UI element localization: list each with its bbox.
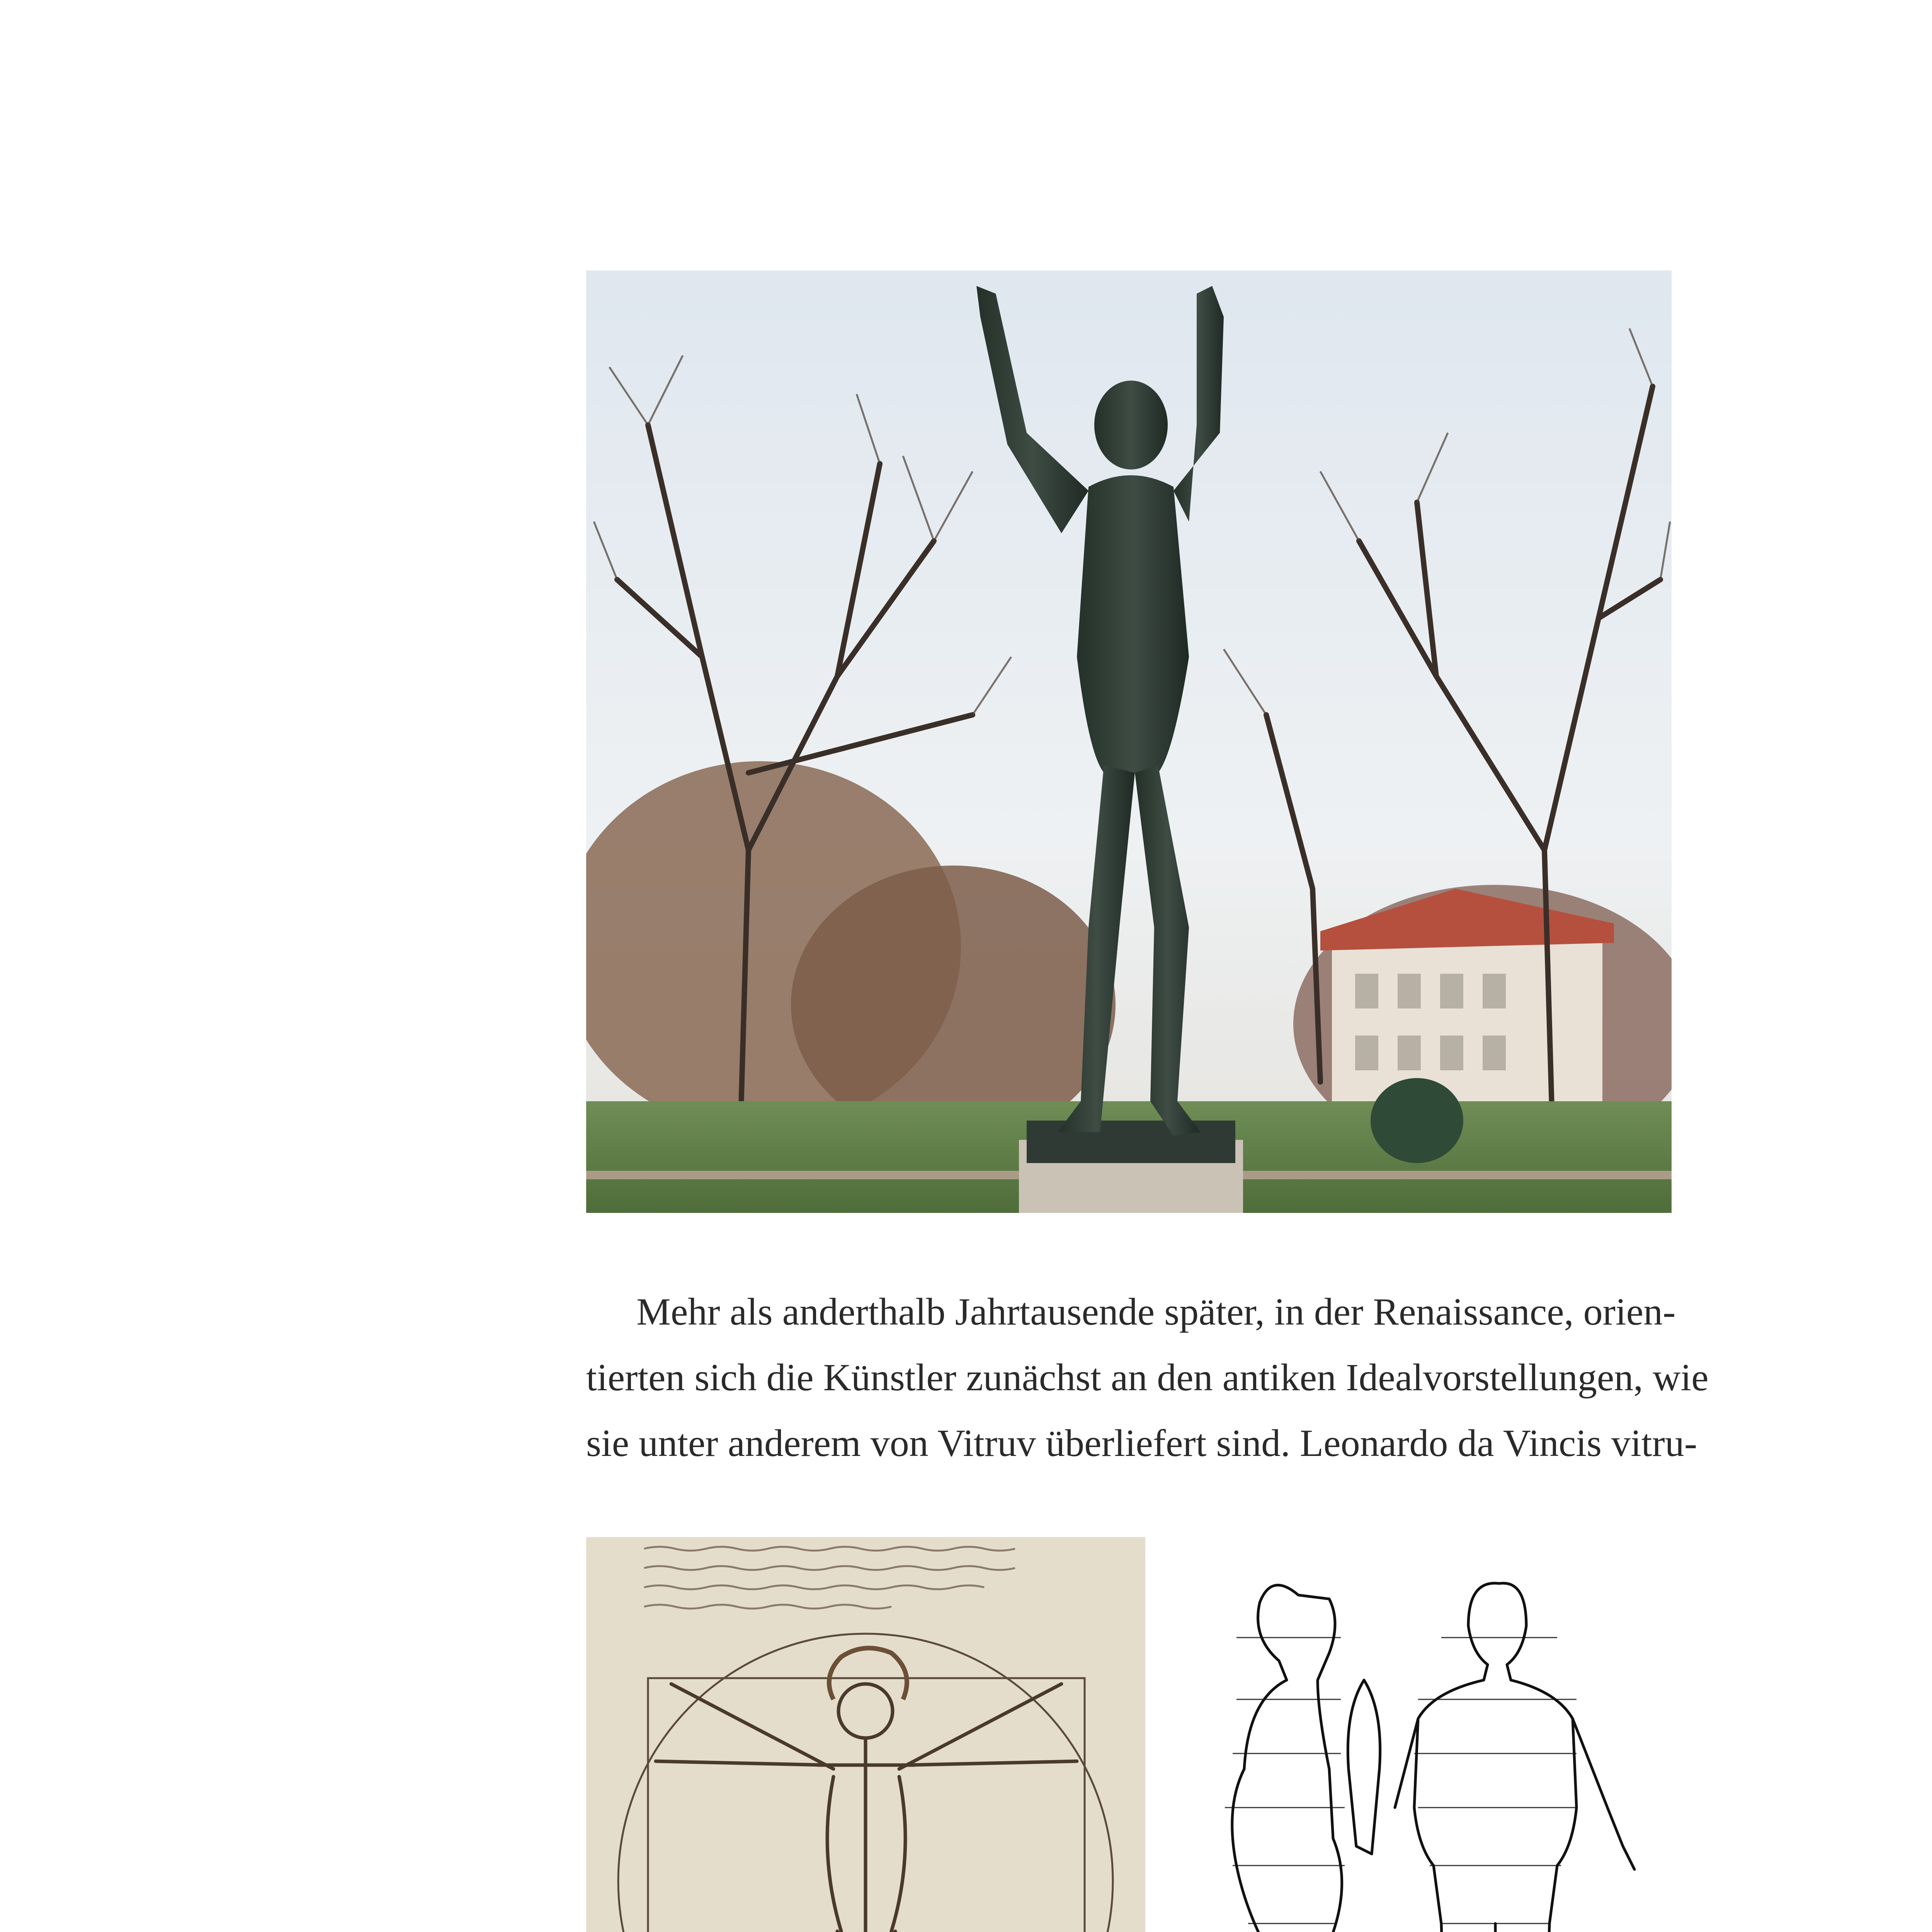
durer-proportion-drawing bbox=[1202, 1537, 1672, 1932]
body-line: tierten sich die Künstler zunächst an den antiken Idealvorstellungen, wie bbox=[586, 1356, 1709, 1399]
body-line: Mehr als anderthalb Jahrtausende später, in der Renaissance, orien- bbox=[636, 1290, 1676, 1333]
body-line: sie unter anderem von Vitruv überliefert sind. Leonardo da Vincis vitru- bbox=[586, 1422, 1697, 1464]
vitruvian-man-drawing bbox=[586, 1537, 1145, 1932]
body-paragraph bbox=[586, 1279, 1709, 1476]
statue-photo bbox=[586, 270, 1672, 1213]
